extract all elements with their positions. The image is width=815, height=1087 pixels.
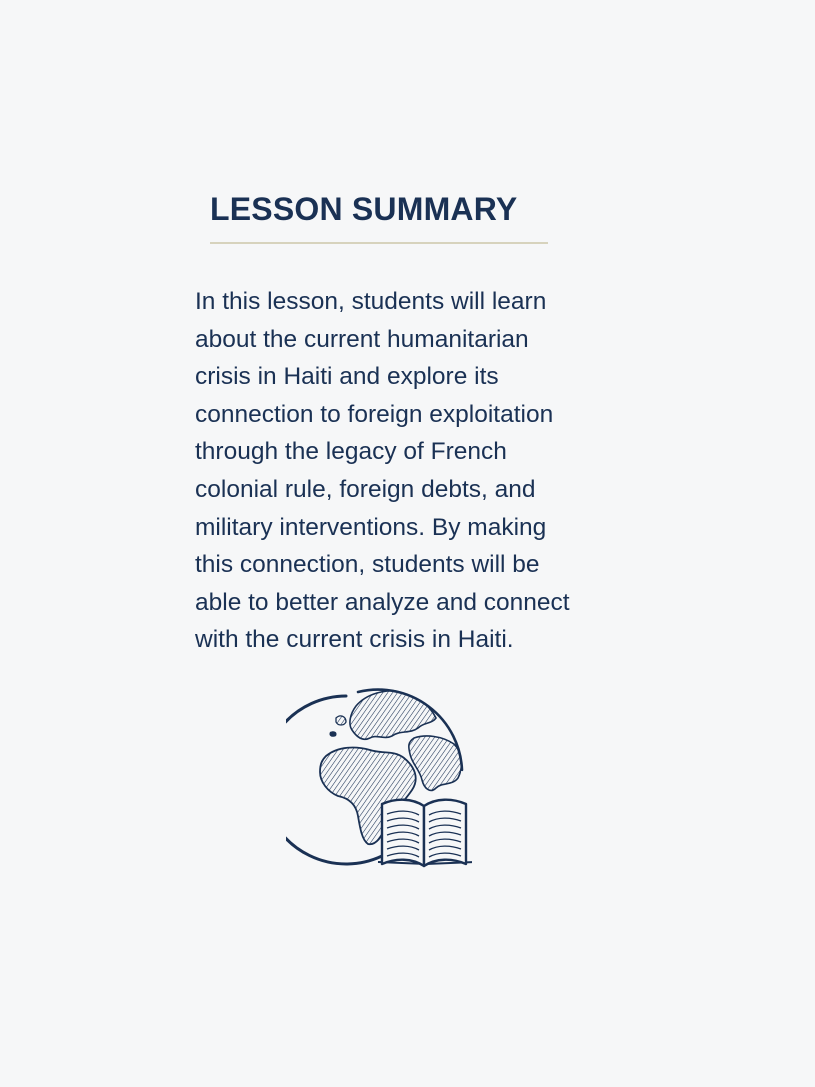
page-title: LESSON SUMMARY (210, 191, 518, 227)
summary-line: this connection, students will be (195, 551, 540, 579)
open-book-icon (378, 800, 472, 866)
summary-line: about the current humanitarian (195, 325, 529, 353)
summary-line: military interventions. By making (195, 513, 547, 541)
globe-with-open-book-icon (286, 684, 472, 874)
summary-line: able to better analyze and connect (195, 588, 570, 616)
summary-paragraph (195, 283, 620, 659)
summary-line: In this lesson, students will learn (195, 288, 547, 315)
summary-line: through the legacy of French (195, 438, 507, 466)
summary-line: connection to foreign exploitation (195, 400, 554, 428)
title-underline (210, 242, 548, 244)
summary-line: colonial rule, foreign debts, and (195, 475, 536, 503)
summary-line: crisis in Haiti and explore its (195, 363, 499, 391)
summary-line: with the current crisis in Haiti. (195, 626, 514, 654)
